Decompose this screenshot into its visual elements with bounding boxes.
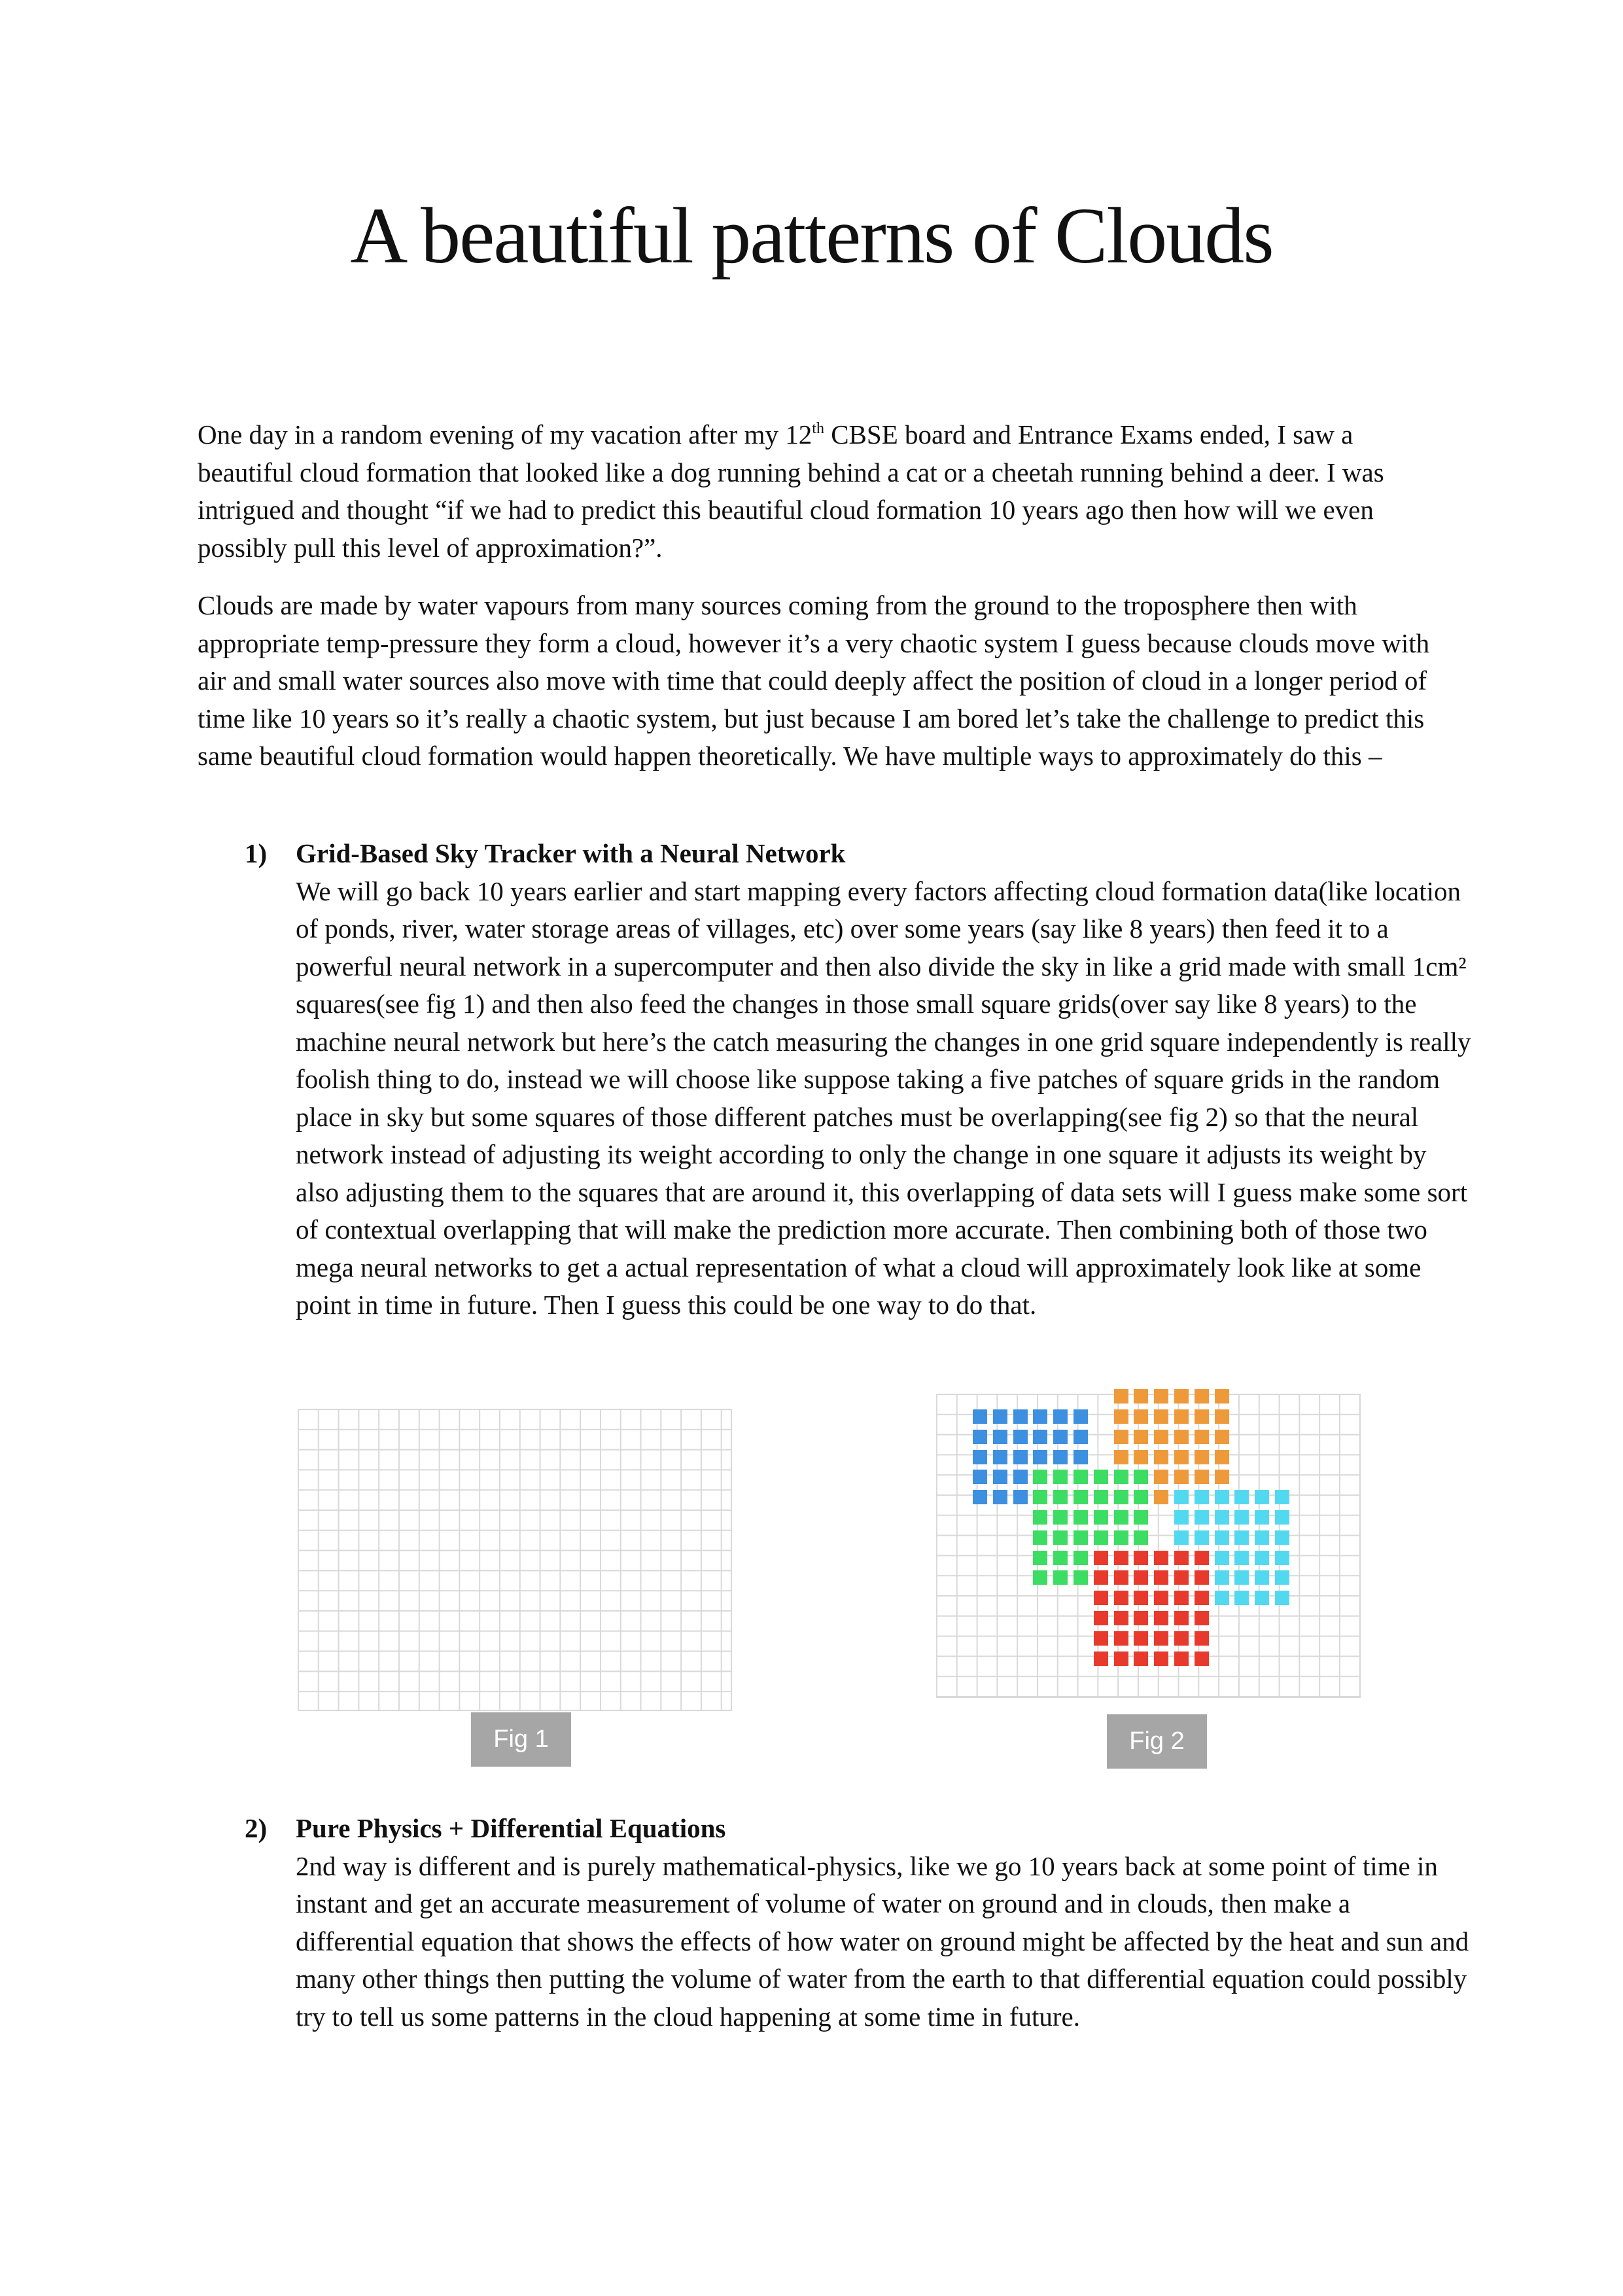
patch-cell-red [1114, 1651, 1128, 1666]
patch-cell-green [1134, 1530, 1148, 1545]
patch-cell-green [1073, 1490, 1088, 1504]
patch-cell-blue [1033, 1409, 1047, 1424]
intro-paragraph-2: Clouds are made by water vapours from many sources coming from the ground to the troposphere then with appropriate temp-pressure they form a cloud, however it’s a very chaotic system I guess because clouds move with air and small water sources also move with time that could deeply affect the position of cloud in a longer period of time like 10 years so it’s really a chaotic system, but just because I am bored let’s take the challenge to predict this same beautiful cloud formation would happen theoretically. We have multiple ways to approximately do this – [198, 590, 1430, 771]
patch-cell-red [1195, 1591, 1209, 1605]
patch-cell-orange [1215, 1430, 1229, 1444]
patch-cell-orange [1215, 1470, 1229, 1484]
patch-cell-red [1174, 1591, 1189, 1605]
patch-cell-orange [1114, 1409, 1128, 1424]
patch-cell-green [1134, 1490, 1148, 1504]
patch-cell-orange [1195, 1389, 1209, 1404]
patch-cell-red [1174, 1570, 1189, 1585]
patch-cell-orange [1134, 1450, 1148, 1464]
patch-cell-blue [993, 1409, 1007, 1424]
method-1-heading: Grid-Based Sky Tracker with a Neural Network [296, 838, 846, 868]
patch-cell-green [1033, 1490, 1047, 1504]
patch-cell-green [1114, 1530, 1128, 1545]
patch-cell-red [1134, 1631, 1148, 1646]
patch-cell-cyan [1234, 1530, 1249, 1545]
patch-cell-orange [1114, 1430, 1128, 1444]
patch-cell-cyan [1174, 1530, 1189, 1545]
patch-cell-blue [973, 1470, 987, 1484]
patch-cell-green [1094, 1490, 1108, 1504]
patch-cell-red [1174, 1551, 1189, 1565]
patch-cell-blue [993, 1470, 1007, 1484]
patch-cell-red [1154, 1651, 1168, 1666]
patch-cell-orange [1174, 1450, 1189, 1464]
patch-cell-red [1114, 1551, 1128, 1565]
patch-cell-orange [1134, 1389, 1148, 1404]
patch-cell-cyan [1275, 1551, 1289, 1565]
patch-cell-green [1094, 1470, 1108, 1484]
method-2-body: 2nd way is different and is purely mathematical-physics, like we go 10 years back at some point of time in instant and get an accurate measurement of volume of water on ground and in clouds, then make a differential equation that shows the effects of how water on ground might be affected by the heat and sun and many other things then putting the volume of water from the earth to that differential equation could possibly try to tell us some patterns in the cloud happening at some time in future. [296, 1850, 1469, 2032]
patch-cell-cyan [1215, 1490, 1229, 1504]
patch-cell-green [1073, 1530, 1088, 1545]
patch-cell-blue [1053, 1430, 1068, 1444]
patch-cell-green [1033, 1470, 1047, 1484]
patch-cell-orange [1174, 1409, 1189, 1424]
patch-cell-red [1114, 1611, 1128, 1625]
patch-cell-cyan [1234, 1551, 1249, 1565]
patch-cell-red [1154, 1611, 1168, 1625]
patch-cell-orange [1134, 1430, 1148, 1444]
patch-cell-cyan [1195, 1530, 1209, 1545]
patch-cell-red [1195, 1611, 1209, 1625]
patch-cell-orange [1154, 1470, 1168, 1484]
patch-cell-green [1053, 1530, 1068, 1545]
patch-cell-cyan [1275, 1510, 1289, 1525]
patch-cell-cyan [1255, 1570, 1269, 1585]
method-2-heading: Pure Physics + Differential Equations [296, 1813, 726, 1843]
patch-cell-red [1114, 1570, 1128, 1585]
document-title: A beautiful patterns of Clouds [350, 192, 1273, 280]
patch-cell-green [1053, 1490, 1068, 1504]
patch-cell-green [1053, 1570, 1068, 1585]
patch-cell-red [1114, 1631, 1128, 1646]
intro-paragraph-1-text-a: One day in a random evening of my vacation after my 12 [198, 419, 812, 450]
patch-cell-green [1053, 1510, 1068, 1525]
patch-cell-cyan [1234, 1510, 1249, 1525]
patch-cell-blue [1053, 1450, 1068, 1464]
patch-cell-orange [1174, 1470, 1189, 1484]
patch-cell-blue [973, 1450, 987, 1464]
patch-cell-blue [993, 1430, 1007, 1444]
patch-cell-red [1094, 1611, 1108, 1625]
patch-cell-cyan [1275, 1570, 1289, 1585]
patch-cell-orange [1114, 1450, 1128, 1464]
patch-cell-blue [1073, 1409, 1088, 1424]
patch-cell-cyan [1215, 1530, 1229, 1545]
patch-cell-red [1195, 1570, 1209, 1585]
method-1-number: 1) [245, 838, 268, 868]
patch-cell-red [1094, 1651, 1108, 1666]
patch-cell-cyan [1275, 1530, 1289, 1545]
patch-cell-cyan [1174, 1510, 1189, 1525]
patch-cell-red [1094, 1551, 1108, 1565]
fig-1-empty-grid [298, 1409, 732, 1711]
fig-1-label: Fig 1 [471, 1712, 571, 1767]
patch-cell-cyan [1234, 1570, 1249, 1585]
patch-cell-green [1053, 1551, 1068, 1565]
patch-cell-red [1154, 1570, 1168, 1585]
patch-cell-orange [1215, 1450, 1229, 1464]
patch-cell-green [1114, 1490, 1128, 1504]
patch-cell-red [1195, 1551, 1209, 1565]
patch-cell-blue [1033, 1430, 1047, 1444]
patch-cell-green [1073, 1551, 1088, 1565]
fig-2-label: Fig 2 [1107, 1714, 1207, 1769]
patch-cell-green [1033, 1530, 1047, 1545]
patch-cell-cyan [1215, 1510, 1229, 1525]
patch-cell-green [1094, 1510, 1108, 1525]
patch-cell-red [1195, 1651, 1209, 1666]
patch-cell-cyan [1195, 1510, 1209, 1525]
patch-cell-red [1154, 1591, 1168, 1605]
patch-cell-orange [1215, 1409, 1229, 1424]
patch-cell-orange [1174, 1430, 1189, 1444]
patch-cell-blue [1013, 1490, 1028, 1504]
patch-cell-cyan [1215, 1591, 1229, 1605]
patch-cell-green [1073, 1470, 1088, 1484]
patch-cell-green [1114, 1510, 1128, 1525]
patch-cell-orange [1195, 1409, 1209, 1424]
patch-cell-red [1174, 1631, 1189, 1646]
method-1-body: We will go back 10 years earlier and start mapping every factors affecting cloud formation data(like location of ponds, river, water storage areas of villages, etc) over some years (say like 8 years) then feed it to a powerful neural network in a supercomputer and then also divide the sky in like a grid made with small 1cm² squares(see fig 1) and then also feed the changes in those small square grids(over say like 8 years) to the machine neural network but here’s the catch measuring the changes in one grid square independently is really foolish thing to do, instead we will choose like suppose taking a five patches of square grids in the random place in sky but some squares of those different patches must be overlapping(see fig 2) so that the neural network instead of adjusting its weight according to only the change in one square it adjusts its weight by also adjusting them to the squares that are around it, this overlapping of data sets will I guess make some sort of contextual overlapping that will make the prediction more accurate. Then combining both of those two mega neural networks to get a actual representation of what a cloud will approximately look like at some point in time in future. Then I guess this could be one way to do that. [296, 875, 1471, 1320]
patch-cell-orange [1195, 1470, 1209, 1484]
patch-cell-red [1174, 1611, 1189, 1625]
patch-cell-red [1195, 1631, 1209, 1646]
patch-cell-cyan [1255, 1510, 1269, 1525]
patch-cell-green [1114, 1470, 1128, 1484]
patch-cell-cyan [1275, 1591, 1289, 1605]
patch-cell-green [1073, 1510, 1088, 1525]
patch-cell-green [1134, 1470, 1148, 1484]
patch-cell-cyan [1255, 1551, 1269, 1565]
patch-cell-cyan [1195, 1490, 1209, 1504]
patch-cell-blue [1073, 1430, 1088, 1444]
patch-cell-red [1134, 1651, 1148, 1666]
patch-cell-green [1033, 1551, 1047, 1565]
patch-cell-orange [1154, 1490, 1168, 1504]
patch-cell-cyan [1174, 1490, 1189, 1504]
patch-cell-cyan [1215, 1570, 1229, 1585]
ordinal-suffix: th [812, 420, 824, 437]
patch-cell-green [1134, 1510, 1148, 1525]
patch-cell-orange [1114, 1389, 1128, 1404]
patch-cell-blue [1013, 1409, 1028, 1424]
patch-cell-orange [1154, 1450, 1168, 1464]
patch-cell-green [1073, 1570, 1088, 1585]
intro-paragraph-1-text-b: CBSE board and Entrance Exams ended, I saw a beautiful cloud formation that looked like a dog running behind a cat or a cheetah running behind a deer. I was intrigued and thought “if we had to predict this beautiful cloud formation 10 years ago then how will we even possibly pull this level of approximation?”. [198, 419, 1384, 563]
method-2-number: 2) [245, 1813, 268, 1843]
patch-cell-red [1114, 1591, 1128, 1605]
patch-cell-cyan [1275, 1490, 1289, 1504]
patch-cell-red [1174, 1651, 1189, 1666]
patch-cell-blue [973, 1409, 987, 1424]
patch-cell-blue [993, 1450, 1007, 1464]
patch-cell-cyan [1255, 1530, 1269, 1545]
patch-cell-blue [1073, 1450, 1088, 1464]
patch-cell-blue [1013, 1430, 1028, 1444]
patch-cell-blue [973, 1490, 987, 1504]
patch-cell-red [1134, 1551, 1148, 1565]
patch-cell-green [1094, 1530, 1108, 1545]
patch-cell-orange [1154, 1409, 1168, 1424]
patch-cell-red [1134, 1591, 1148, 1605]
patch-cell-red [1134, 1570, 1148, 1585]
patch-cell-blue [1013, 1450, 1028, 1464]
patch-cell-green [1033, 1570, 1047, 1585]
patch-cell-blue [973, 1430, 987, 1444]
patch-cell-cyan [1234, 1490, 1249, 1504]
patch-cell-cyan [1234, 1591, 1249, 1605]
patch-cell-orange [1195, 1450, 1209, 1464]
patch-cell-cyan [1215, 1551, 1229, 1565]
patch-cell-red [1154, 1551, 1168, 1565]
patch-cell-cyan [1255, 1591, 1269, 1605]
patch-cell-blue [1033, 1450, 1047, 1464]
patch-cell-blue [1053, 1409, 1068, 1424]
patch-cell-red [1094, 1631, 1108, 1646]
patch-cell-red [1134, 1611, 1148, 1625]
patch-cell-red [1094, 1591, 1108, 1605]
patch-cell-green [1033, 1510, 1047, 1525]
patch-cell-orange [1154, 1430, 1168, 1444]
patch-cell-orange [1134, 1409, 1148, 1424]
patch-cell-green [1053, 1470, 1068, 1484]
patch-cell-cyan [1255, 1490, 1269, 1504]
patch-cell-red [1154, 1631, 1168, 1646]
patch-cell-blue [993, 1490, 1007, 1504]
patch-cell-orange [1195, 1430, 1209, 1444]
patch-cell-orange [1174, 1389, 1189, 1404]
patch-cell-blue [1013, 1470, 1028, 1484]
patch-cell-red [1094, 1570, 1108, 1585]
patch-cell-orange [1215, 1389, 1229, 1404]
intro-paragraph-1 [198, 416, 1440, 567]
patch-cell-orange [1154, 1389, 1168, 1404]
